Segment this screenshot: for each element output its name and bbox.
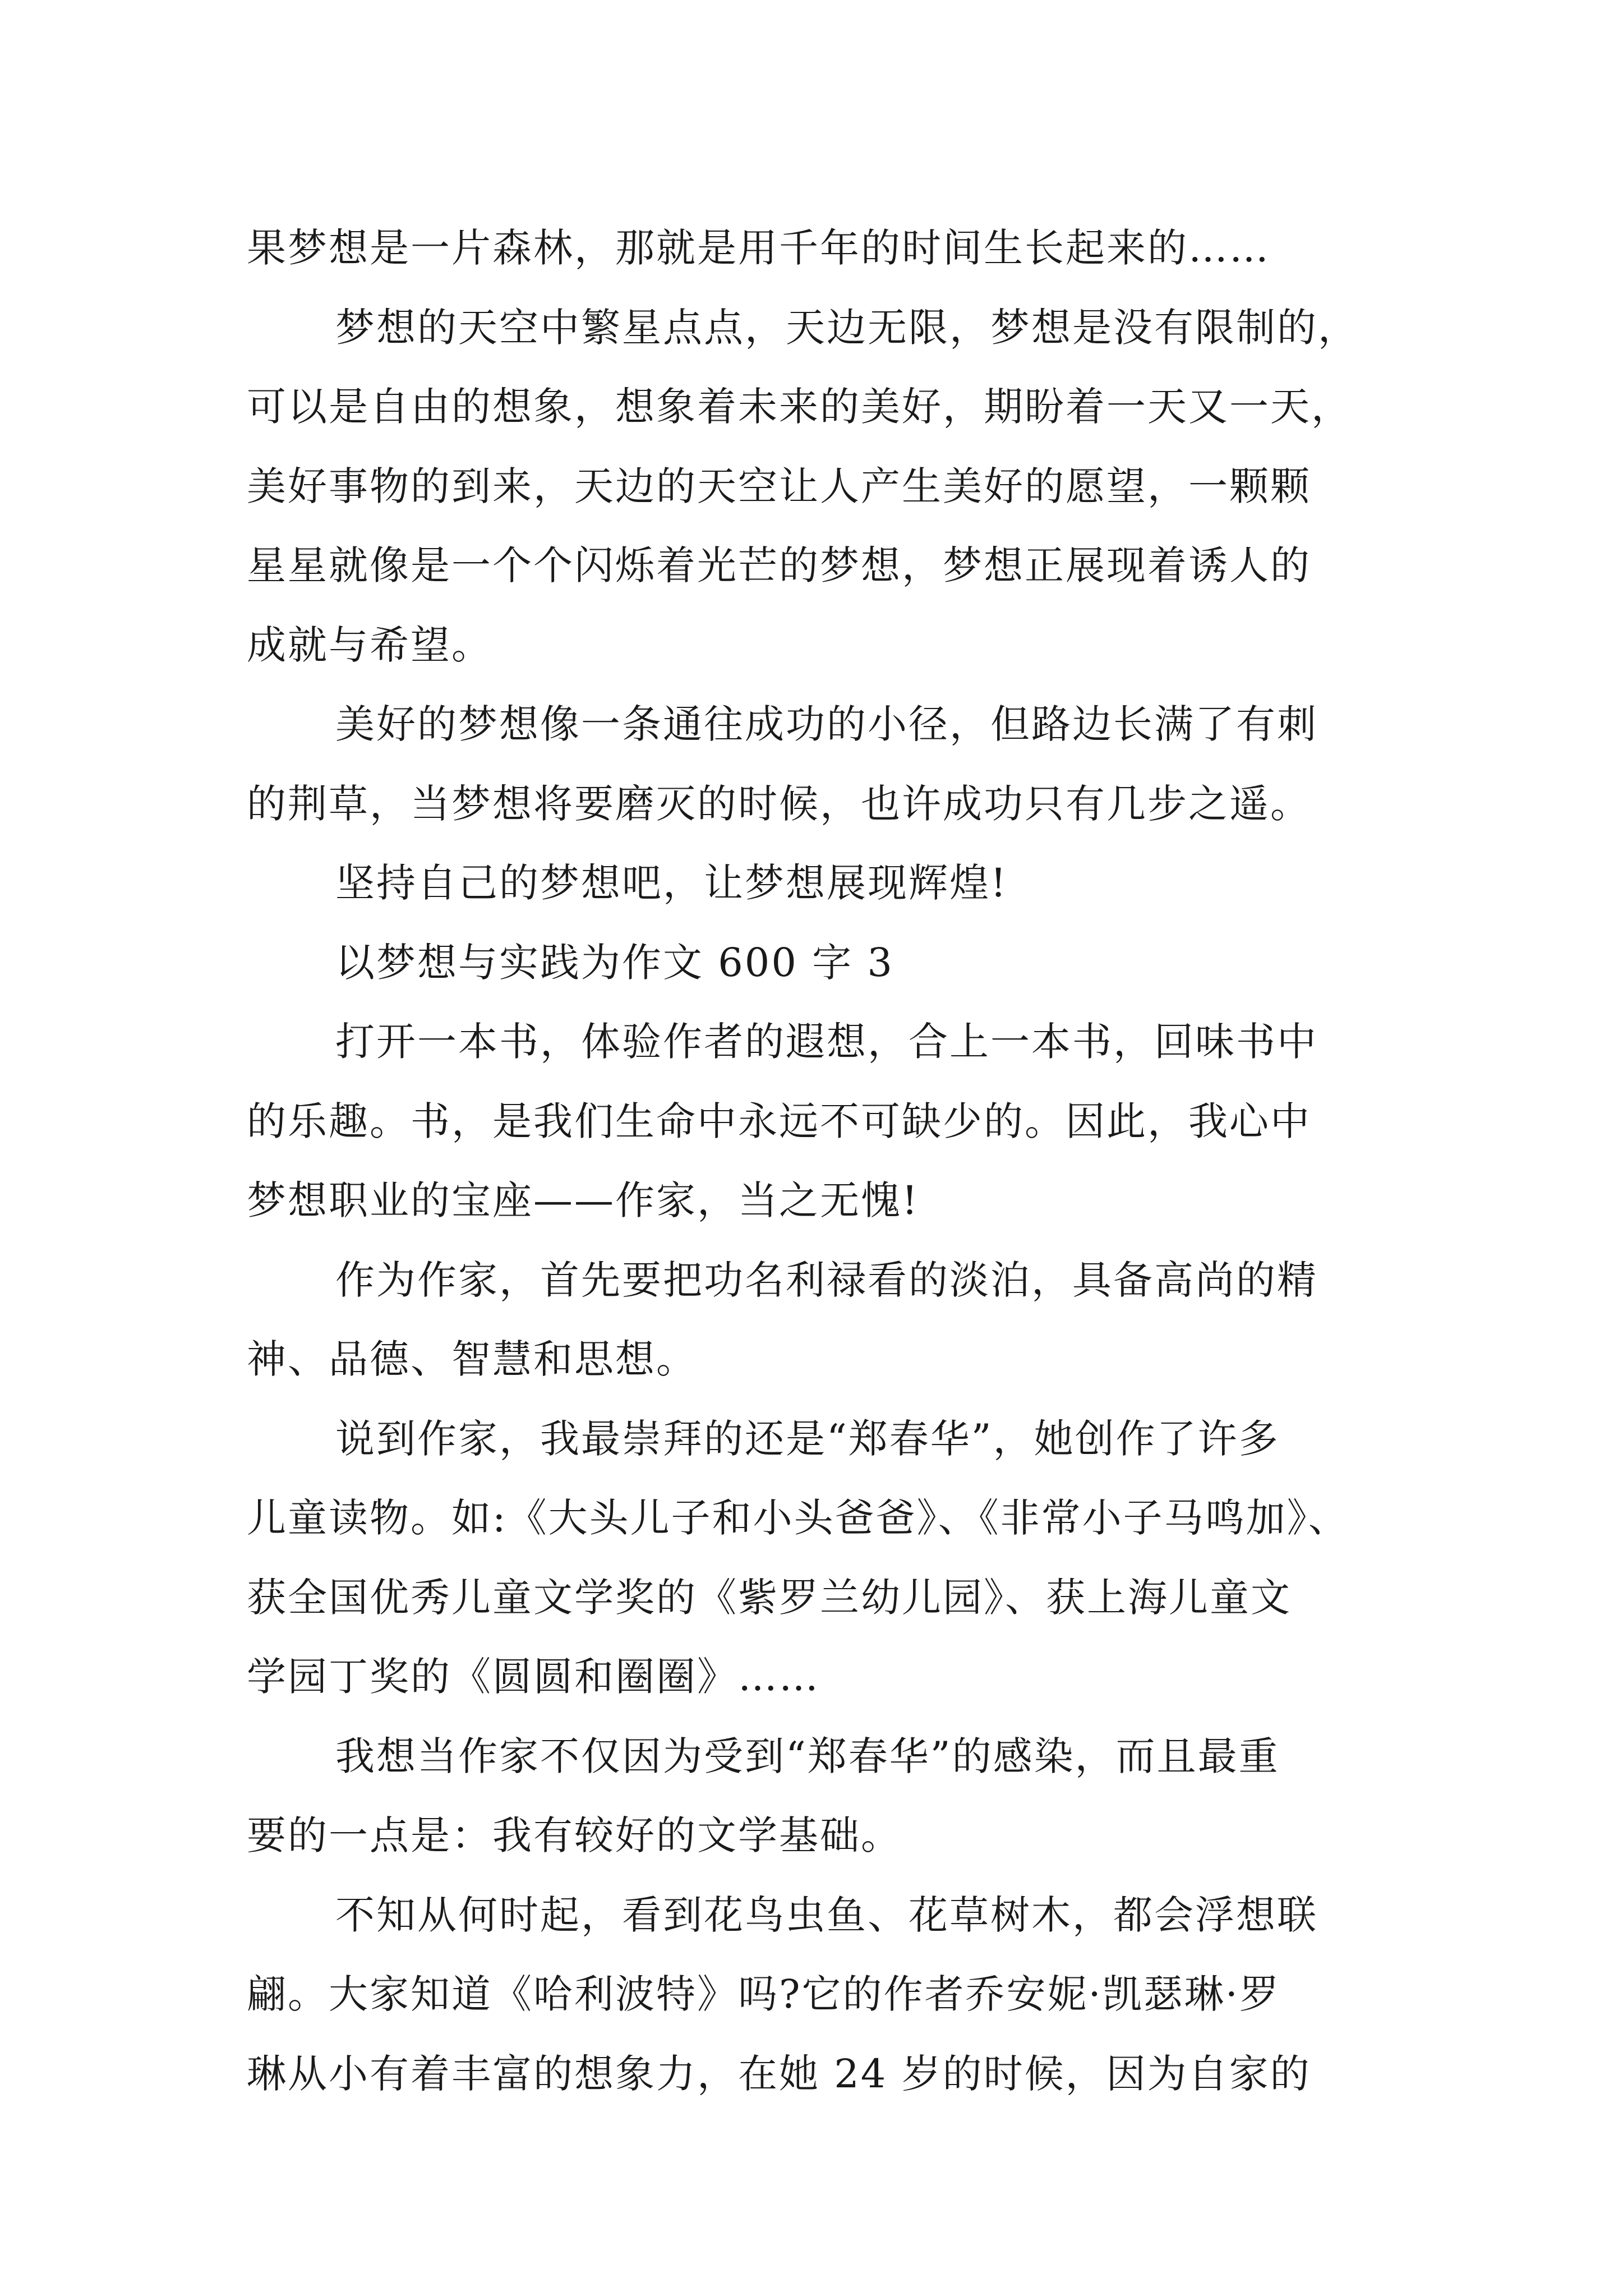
text-line: 翩。大家知道《哈利波特》吗?它的作者乔安妮·凯瑟琳·罗 — [247, 1971, 1281, 2017]
text-line: 的荆草，当梦想将要磨灭的时候，也许成功只有几步之遥。 — [247, 780, 1311, 827]
text-line: 梦想的天空中繁星点点，天边无限，梦想是没有限制的， — [335, 304, 1359, 351]
text-line: 学园丁奖的《圆圆和圈圈》…… — [247, 1654, 820, 1700]
text-line: 说到作家，我最崇拜的还是“郑春华”，她创作了许多 — [335, 1415, 1280, 1462]
text-line: 不知从何时起，看到花鸟虫鱼、花草树木，都会浮想联 — [335, 1892, 1318, 1938]
text-line: 成就与希望。 — [247, 622, 492, 668]
text-line: 琳从小有着丰富的想象力，在她 24 岁的时候，因为自家的 — [247, 2050, 1311, 2097]
text-line: 可以是自由的想象，想象着未来的美好，期盼着一天又一天， — [247, 384, 1352, 430]
text-line: 果梦想是一片森林，那就是用千年的时间生长起来的…… — [247, 225, 1270, 271]
text-line: 星星就像是一个个闪烁着光芒的梦想，梦想正展现着诱人的 — [247, 542, 1311, 588]
text-line: 神、品德、智慧和思想。 — [247, 1336, 697, 1382]
text-line: 的乐趣。书，是我们生命中永远不可缺少的。因此，我心中 — [247, 1098, 1311, 1144]
text-line: 儿童读物。如:《大头儿子和小头爸爸》、《非常小子马鸣加》、 — [247, 1495, 1349, 1541]
text-line: 要的一点是：我有较好的文学基础。 — [247, 1812, 902, 1858]
text-line: 梦想职业的宝座——作家，当之无愧! — [247, 1177, 920, 1223]
text-line: 获全国优秀儿童文学奖的《紫罗兰幼儿园》、获上海儿童文 — [247, 1574, 1292, 1621]
text-line: 我想当作家不仅因为受到“郑春华”的感染，而且最重 — [335, 1733, 1280, 1779]
body-text — [247, 209, 1447, 2114]
text-line: 美好事物的到来，天边的天空让人产生美好的愿望，一颗颗 — [247, 463, 1311, 509]
section-heading: 以梦想与实践为作文 600 字 3 — [335, 939, 894, 986]
text-line: 打开一本书，体验作者的遐想，合上一本书，回味书中 — [335, 1019, 1318, 1065]
text-line: 坚持自己的梦想吧，让梦想展现辉煌! — [335, 860, 1008, 906]
text-line: 作为作家，首先要把功名利禄看的淡泊，具备高尚的精 — [335, 1257, 1318, 1303]
text-line: 美好的梦想像一条通往成功的小径，但路边长满了有刺 — [335, 701, 1318, 747]
